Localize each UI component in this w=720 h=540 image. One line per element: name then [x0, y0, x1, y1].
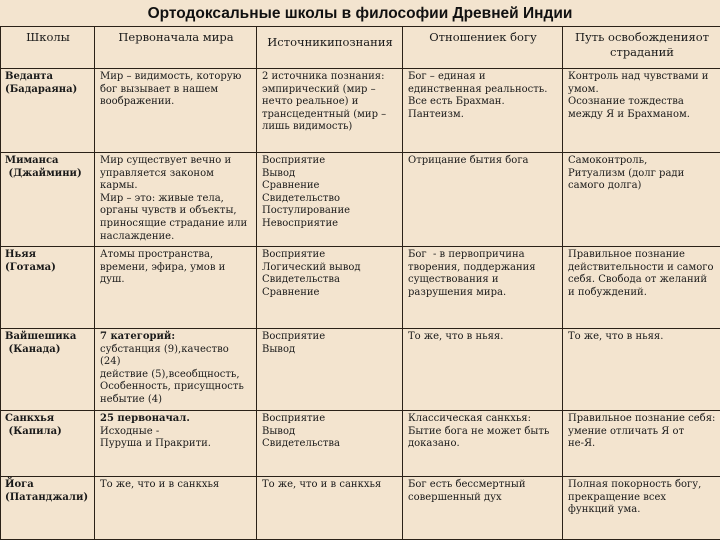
liberation-cell: Правильное познание себя: умение отличать Я от не-Я. — [563, 411, 720, 477]
origins-cell: 25 первоначал. Исходные - Пуруша и Пракрити. — [95, 411, 257, 477]
sources-cell: Восприятие Вывод Свидетельства — [257, 411, 403, 477]
liberation-cell: Правильное познание действительности и самого себя. Свобода от желаний и побуждений. — [563, 247, 720, 329]
sources-cell: 2 источника познания: эмпирический (мир – нечто реальное) и трансцедентный (мир – лишь видимость) — [257, 69, 403, 153]
sources-cell: Восприятие Логический вывод Свидетельства Сравнение — [257, 247, 403, 329]
god-cell: То же, что в ньяя. — [403, 329, 563, 411]
origins-cell: Мир – видимость, которую бог вызывает в нашем воображении. — [95, 69, 257, 153]
header-origins: Первоначала мира — [95, 27, 257, 69]
table-row — [1, 477, 720, 540]
philosophy-table — [0, 26, 720, 540]
school-cell: Санкхья (Капила) — [1, 411, 95, 477]
origins-cell: То же, что и в санкхья — [95, 477, 257, 540]
table-row — [1, 69, 720, 153]
table-row — [1, 247, 720, 329]
school-cell: Йога (Патанджали) — [1, 477, 95, 540]
school-cell: Вайшешика (Канада) — [1, 329, 95, 411]
god-cell: Бог - в первопричина творения, поддержания существования и разрушения мира. — [403, 247, 563, 329]
origins-cell: Атомы пространства, времени, эфира, умов и душ. — [95, 247, 257, 329]
school-cell: Миманса (Джаймини) — [1, 153, 95, 247]
god-cell: Отрицание бытия бога — [403, 153, 563, 247]
god-cell: Бог – единая и единственная реальность. Все есть Брахман. Пантеизм. — [403, 69, 563, 153]
school-cell: Ньяя (Готама) — [1, 247, 95, 329]
header-god: Отношениек богу — [403, 27, 563, 69]
table-row — [1, 411, 720, 477]
table-row — [1, 329, 720, 411]
liberation-cell: Контроль над чувствами и умом. Осознание тождества между Я и Брахманом. — [563, 69, 720, 153]
table-header-row — [1, 27, 720, 69]
header-sources: Источникипознания — [257, 27, 403, 69]
god-cell: Бог есть бессмертный совершенный дух — [403, 477, 563, 540]
liberation-cell: То же, что в ньяя. — [563, 329, 720, 411]
slide-title: Ортодоксальные школы в философии Древней Индии — [147, 5, 573, 22]
liberation-cell: Самоконтроль, Ритуализм (долг ради самого долга) — [563, 153, 720, 247]
sources-cell: Восприятие Вывод Сравнение Свидетельство Постулирование Невосприятие — [257, 153, 403, 247]
table-row — [1, 153, 720, 247]
sources-cell: То же, что и в санкхья — [257, 477, 403, 540]
header-liberation: Путь освобожденияот страданий — [563, 27, 720, 69]
origins-cell: 7 категорий: субстанция (9),качество (24) действие (5),всеобщность, Особенность, присущность небытие (4) — [95, 329, 257, 411]
header-schools: Школы — [1, 27, 95, 69]
school-cell: Веданта (Бадараяна) — [1, 69, 95, 153]
liberation-cell: Полная покорность богу, прекращение всех функций ума. — [563, 477, 720, 540]
sources-cell: Восприятие Вывод — [257, 329, 403, 411]
origins-cell: Мир существует вечно и управляется законом кармы. Мир – это: живые тела, органы чувств и объекты, приносящие страдание или наслаждение. — [95, 153, 257, 247]
god-cell: Классическая санкхья: Бытие бога не может быть доказано. — [403, 411, 563, 477]
